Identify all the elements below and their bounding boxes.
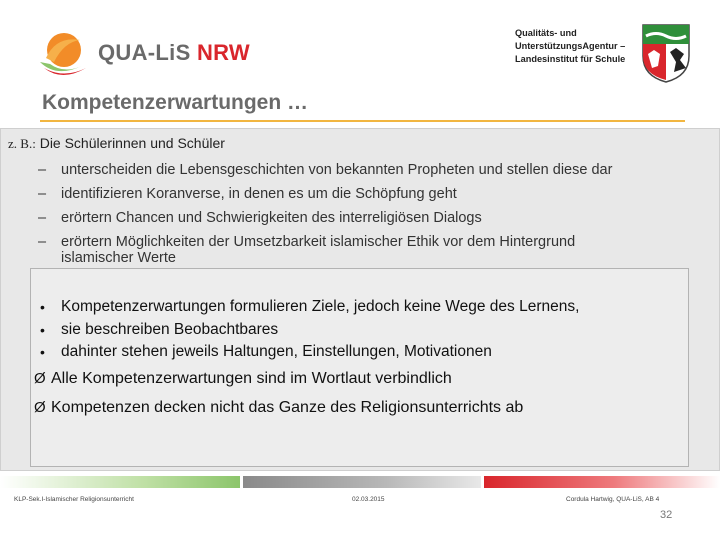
footer-author: Cordula Hartwig, QUA-LiS, AB 4 bbox=[566, 496, 660, 503]
list-item bbox=[38, 182, 718, 206]
conclusion-text: Kompetenzen decken nicht das Ganze des Religionsunterrichts ab bbox=[51, 399, 524, 416]
logo-text-main: QUA-LiS bbox=[98, 40, 197, 65]
list-item bbox=[38, 206, 718, 230]
conclusion-line bbox=[34, 399, 523, 417]
list-item-text: identifizieren Koranverse, in denen es um die Schöpfung geht bbox=[61, 186, 457, 202]
footer-bar-gray bbox=[243, 476, 481, 488]
bullet-glyph: • bbox=[40, 344, 45, 360]
dash-glyph: – bbox=[38, 162, 47, 178]
qualis-logo bbox=[36, 28, 250, 78]
nrw-coat-of-arms-icon bbox=[640, 22, 692, 84]
intro-prefix: z. B.: bbox=[8, 136, 36, 151]
dash-glyph: – bbox=[38, 210, 47, 226]
dash-glyph: – bbox=[38, 234, 47, 250]
competence-examples-list bbox=[38, 158, 718, 267]
list-item-text: sie beschreiben Beobachtbares bbox=[61, 320, 279, 338]
list-item-text: erörtern Möglichkeiten der Umsetzbarkeit islamischer Ethik vor dem Hintergrund bbox=[61, 234, 576, 250]
intro-line bbox=[8, 135, 225, 152]
agency-name bbox=[515, 27, 635, 66]
footer-bar-green bbox=[0, 476, 240, 488]
agency-line-2: UnterstützungsAgentur – bbox=[515, 41, 626, 51]
qualis-swoosh-icon bbox=[36, 28, 94, 78]
arrow-glyph: Ø bbox=[34, 370, 46, 387]
logo-text-accent: NRW bbox=[196, 40, 250, 65]
page-number: 32 bbox=[660, 509, 673, 521]
footer-bar-red bbox=[484, 476, 720, 488]
footer-date: 02.03.2015 bbox=[352, 496, 385, 503]
arrow-glyph: Ø bbox=[34, 399, 46, 416]
logo-text bbox=[98, 40, 250, 66]
agency-line-1: Qualitäts- und bbox=[515, 28, 577, 38]
title-divider bbox=[40, 120, 685, 122]
list-item-text: unterscheiden die Lebensgeschichten von bekannten Propheten und stellen diese dar bbox=[61, 162, 613, 178]
list-item bbox=[40, 296, 700, 319]
list-item bbox=[40, 319, 700, 342]
intro-text: Die Schülerinnen und Schüler bbox=[35, 135, 225, 151]
bullet-glyph: • bbox=[40, 321, 45, 338]
list-item-text: dahinter stehen jeweils Haltungen, Einstellungen, Motivationen bbox=[61, 343, 492, 360]
dash-glyph: – bbox=[38, 186, 47, 202]
bullet-glyph: • bbox=[40, 299, 45, 315]
list-item bbox=[38, 230, 718, 267]
conclusion-text: Alle Kompetenzerwartungen sind im Wortlaut verbindlich bbox=[51, 370, 452, 387]
list-item-text: erörtern Chancen und Schwierigkeiten des interreligiösen Dialogs bbox=[61, 210, 482, 226]
key-points-list bbox=[40, 296, 700, 364]
list-item-text: Kompetenzerwartungen formulieren Ziele, jedoch keine Wege des Lernens, bbox=[61, 298, 580, 315]
agency-line-3: Landesinstitut für Schule bbox=[515, 54, 626, 64]
list-item bbox=[38, 158, 718, 182]
list-item bbox=[40, 341, 700, 364]
conclusion-line bbox=[34, 370, 452, 388]
slide-title: Kompetenzerwartungen … bbox=[42, 91, 309, 114]
footer-course: KLP-Sek.I-Islamischer Religionsunterricht bbox=[14, 496, 134, 503]
footer-color-bars bbox=[0, 476, 720, 488]
list-item-continuation: islamischer Werte bbox=[61, 250, 176, 266]
